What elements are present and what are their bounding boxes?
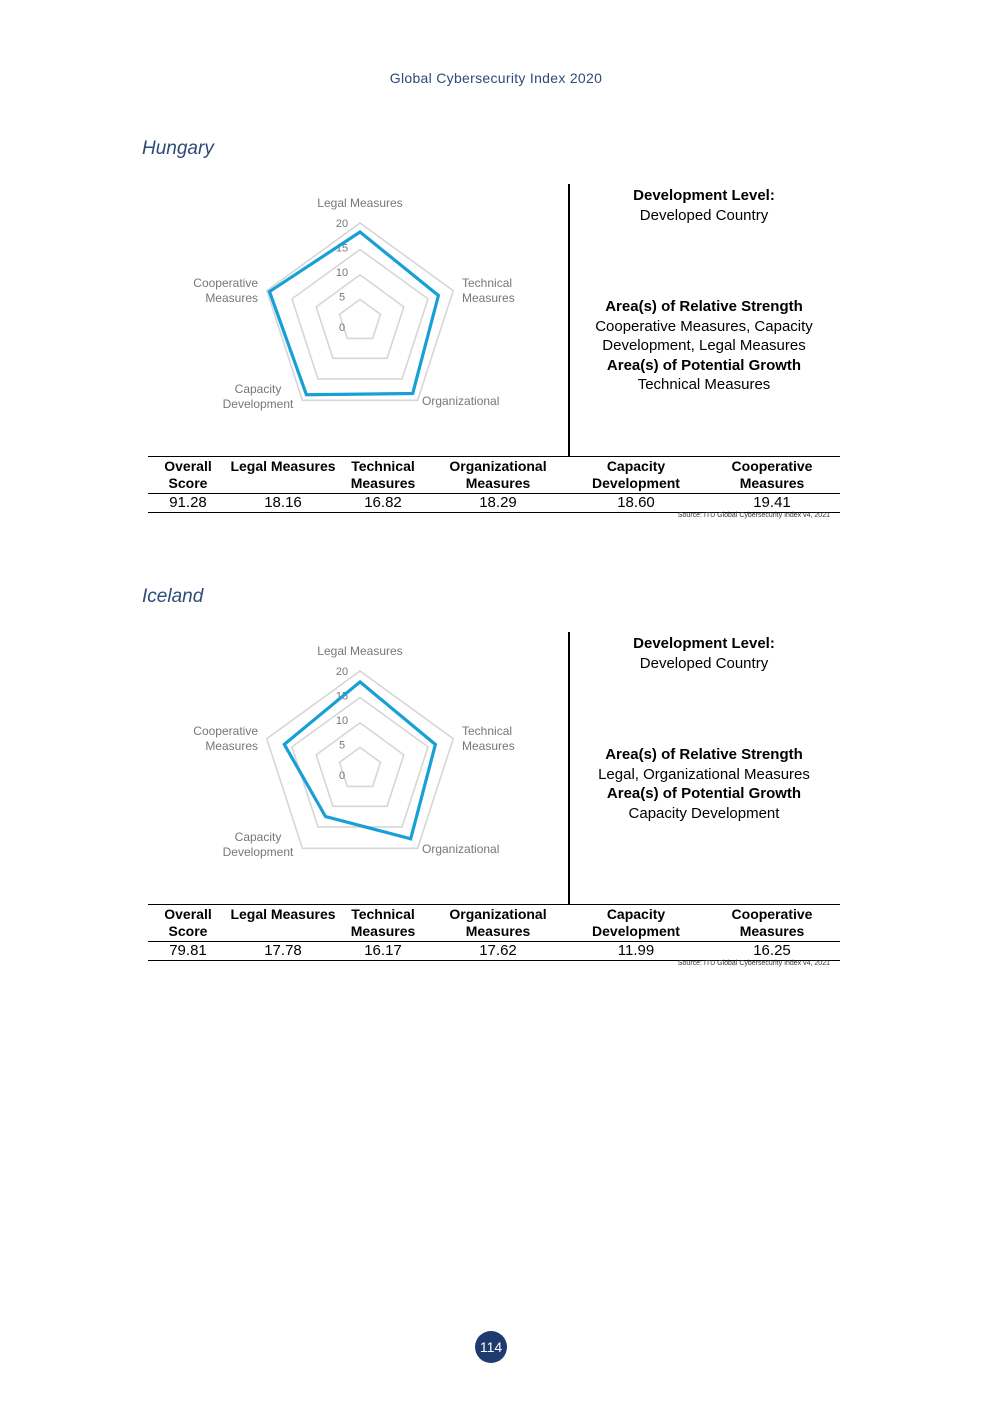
value-organizational-measures: 18.29 <box>479 494 517 511</box>
tick-label: 10 <box>335 267 349 279</box>
axis-label: Measures <box>462 739 515 753</box>
page-header-title: Global Cybersecurity Index 2020 <box>389 70 603 86</box>
axis-label: Development <box>222 845 294 859</box>
axis-label: Legal Measures <box>317 196 403 210</box>
radar-chart <box>170 185 550 425</box>
score-table <box>148 904 840 961</box>
development-level-value: Developed Country <box>639 654 769 672</box>
header-overall-score: Overall Score <box>164 906 212 939</box>
country-section-hungary <box>0 140 992 540</box>
table-header-row <box>148 456 840 494</box>
axis-label: Legal Measures <box>317 644 403 658</box>
grid-ring <box>340 747 381 786</box>
axis-label: Measures <box>462 291 515 305</box>
value-capacity-development: 18.60 <box>617 494 655 511</box>
strength-label: Area(s) of Relative Strength <box>605 298 803 315</box>
development-level-label: Development Level: <box>633 187 775 204</box>
value-overall-score: 91.28 <box>169 494 207 511</box>
axis-label: Development <box>222 397 294 411</box>
tick-label: 5 <box>338 291 346 304</box>
value-technical-measures: 16.17 <box>364 942 402 959</box>
value-overall-score: 79.81 <box>169 942 207 959</box>
header-legal-measures: Legal Measures <box>230 906 336 922</box>
development-level-label: Development Level: <box>633 635 775 652</box>
radar-chart <box>170 633 550 873</box>
header-technical-measures: Technical Measures <box>350 458 416 491</box>
value-cooperative-measures: 19.41 <box>753 494 791 511</box>
grid-ring <box>292 698 428 827</box>
tick-label: 15 <box>335 690 349 703</box>
axis-label: Capacity <box>234 830 282 844</box>
axis-label: Cooperative <box>193 276 258 290</box>
value-organizational-measures: 17.62 <box>479 942 517 959</box>
grid-ring <box>316 723 404 806</box>
axis-label: Measures <box>205 291 258 305</box>
value-cooperative-measures: 16.25 <box>753 942 791 959</box>
growth-value: Technical Measures <box>637 376 771 393</box>
table-header-row <box>148 904 840 942</box>
value-legal-measures: 17.78 <box>264 942 302 959</box>
tick-label: 0 <box>338 770 346 782</box>
value-technical-measures: 16.82 <box>364 494 402 511</box>
header-technical-measures: Technical Measures <box>350 906 416 939</box>
growth-value: Capacity Development <box>628 804 780 822</box>
header-organizational-measures: Organizational Measures <box>449 906 547 939</box>
axis-label: Organizational <box>422 394 500 408</box>
score-table <box>148 456 840 513</box>
axis-label: Technical <box>462 724 513 738</box>
source-note: Source: ITU Global Cybersecurity Index v4, 2021 <box>677 512 830 519</box>
axis-label: Cooperative <box>193 724 258 738</box>
development-level-value: Developed Country <box>639 206 769 224</box>
axis-label: Measures <box>205 739 258 753</box>
axis-label: Technical <box>462 276 513 290</box>
strength-growth-block <box>570 745 838 823</box>
value-legal-measures: 18.16 <box>264 494 302 511</box>
value-capacity-development: 11.99 <box>617 942 655 959</box>
country-section-iceland <box>0 588 992 988</box>
grid-ring <box>316 275 404 358</box>
page-number-badge: 114 <box>475 1331 507 1363</box>
strength-growth-block <box>570 297 838 395</box>
tick-label: 5 <box>338 739 346 752</box>
table-row <box>148 942 840 961</box>
header-organizational-measures: Organizational Measures <box>449 458 547 491</box>
strength-label: Area(s) of Relative Strength <box>605 746 803 763</box>
tick-label: 20 <box>335 218 349 230</box>
table-row <box>148 494 840 513</box>
strength-value: Cooperative Measures, Capacity Development, Legal Measures <box>595 317 813 354</box>
header-cooperative-measures: Cooperative Measures <box>731 458 813 491</box>
axis-label: Capacity <box>234 382 282 396</box>
tick-label: 15 <box>335 242 349 255</box>
tick-label: 10 <box>335 715 349 727</box>
header-legal-measures: Legal Measures <box>230 458 336 474</box>
grid-ring <box>340 299 381 338</box>
source-note: Source: ITU Global Cybersecurity Index v4, 2021 <box>677 960 830 967</box>
growth-label: Area(s) of Potential Growth <box>606 785 802 802</box>
tick-label: 0 <box>338 322 346 334</box>
header-cooperative-measures: Cooperative Measures <box>731 906 813 939</box>
axis-label: Organizational <box>422 842 500 856</box>
header-capacity-development: Capacity Development <box>592 906 680 939</box>
header-overall-score: Overall Score <box>164 458 212 491</box>
series-line <box>270 232 439 395</box>
country-title: Iceland <box>142 586 204 607</box>
strength-value: Legal, Organizational Measures <box>598 765 810 783</box>
country-title: Hungary <box>142 138 214 159</box>
tick-label: 20 <box>335 666 349 678</box>
development-level-block <box>570 186 838 225</box>
growth-label: Area(s) of Potential Growth <box>606 356 802 374</box>
header-capacity-development: Capacity Development <box>592 458 680 491</box>
development-level-block <box>570 634 838 673</box>
series-line <box>284 682 435 839</box>
